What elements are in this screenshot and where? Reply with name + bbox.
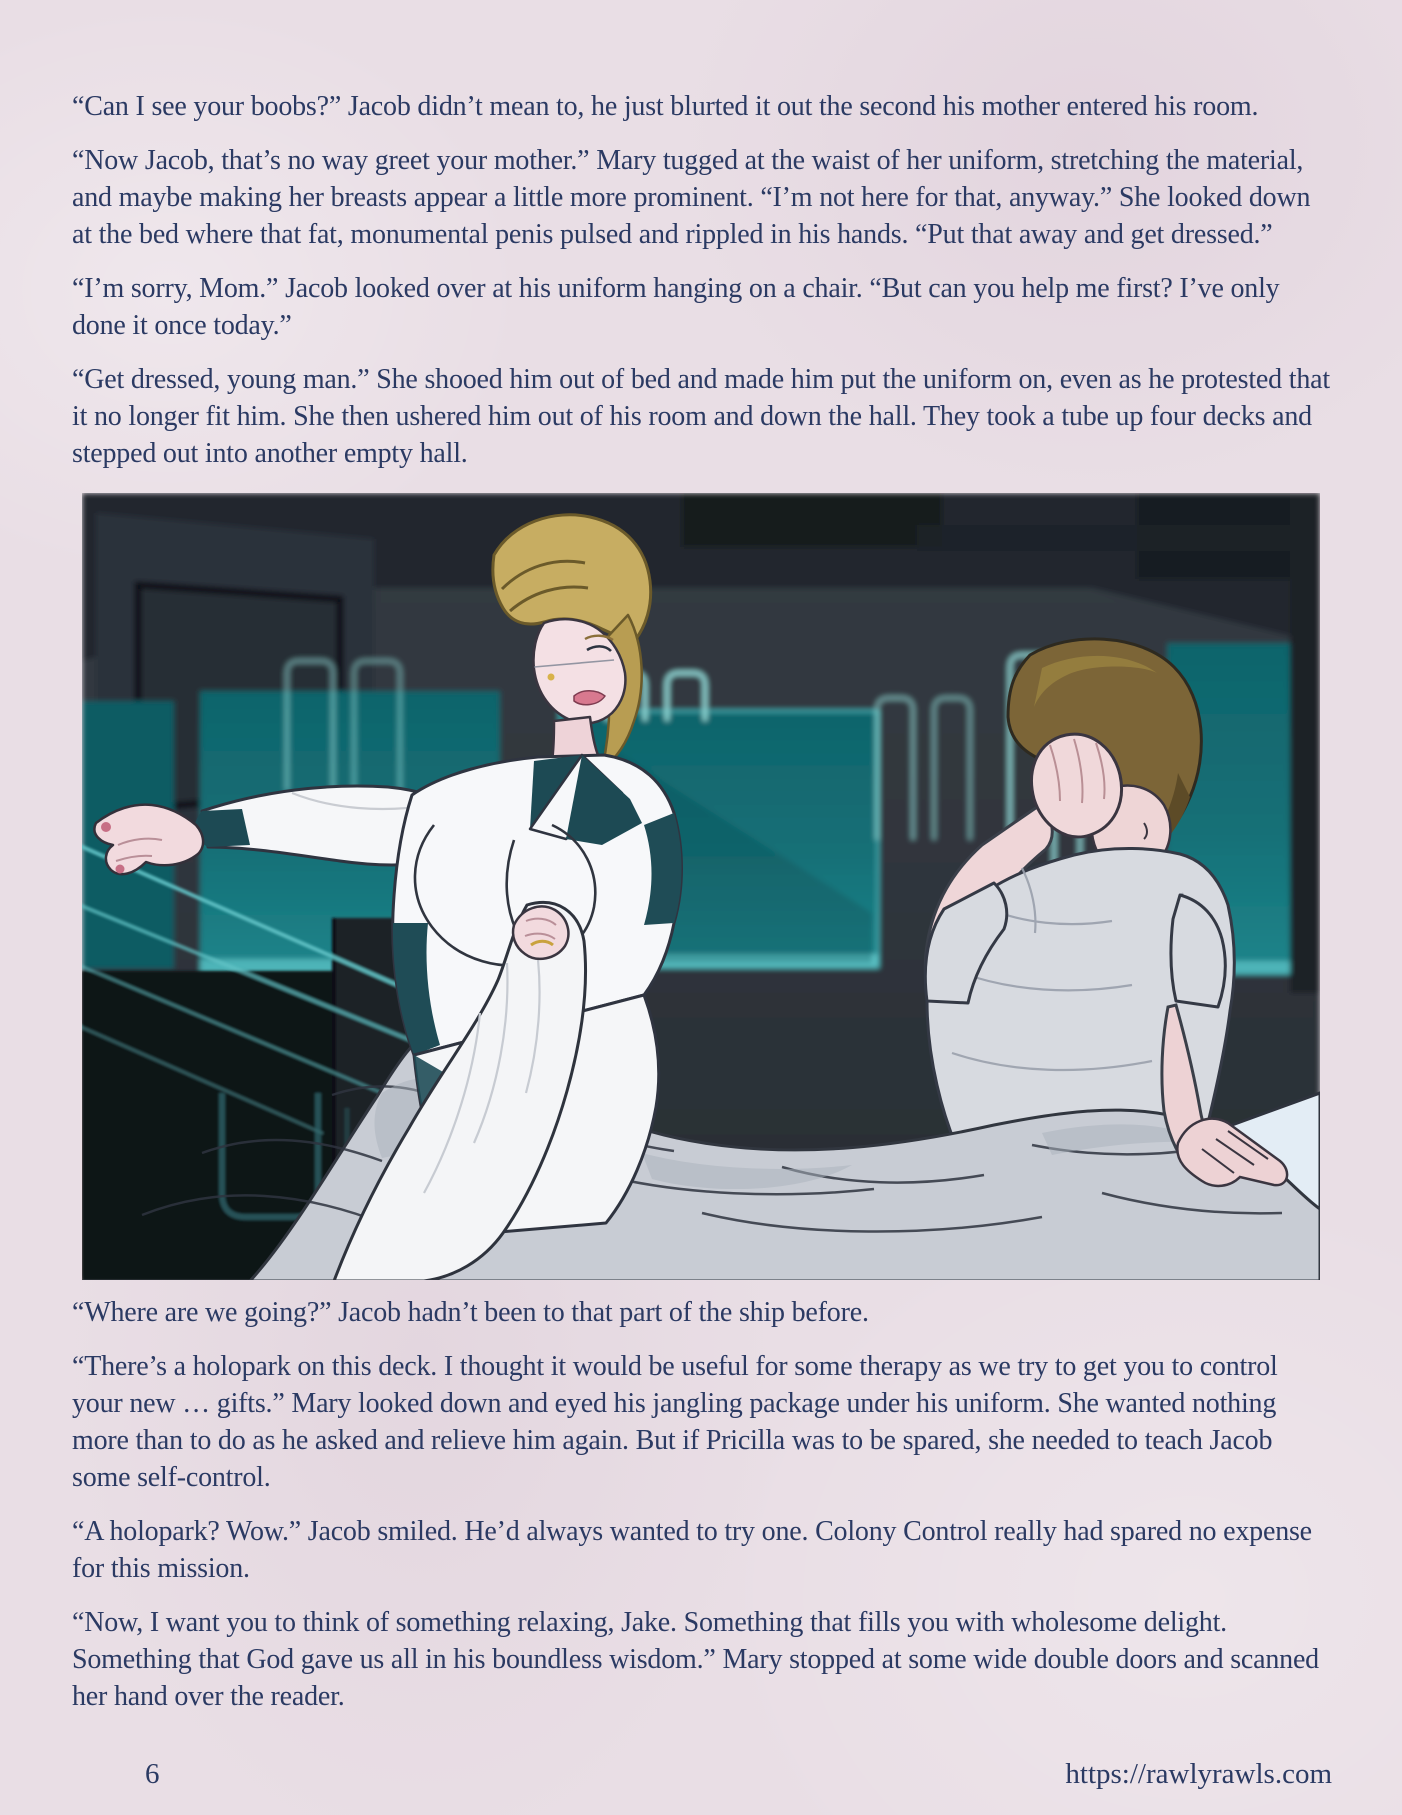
story-paragraph: “Where are we going?” Jacob hadn’t been to that part of the ship before. (72, 1297, 869, 1328)
page-footer (0, 1758, 1402, 1791)
story-paragraph: “I’m sorry, Mom.” Jacob looked over at his uniform hanging on a chair. “But can you help me first? I’ve only done it once today.” (72, 273, 1280, 341)
story-text-bottom (0, 1294, 1402, 1715)
site-url[interactable]: https://rawlyrawls.com (1065, 1758, 1332, 1790)
story-paragraph: “Can I see your boobs?” Jacob didn’t mean to, he just blurted it out the second his mother entered his room. (72, 91, 1259, 122)
story-paragraph: “Now, I want you to think of something relaxing, Jake. Something that fills you with wholesome delight. Something that God gave us all in his boundless wisdom.” Mary stopped at some wide double doors and scanned her hand over the reader. (72, 1607, 1319, 1712)
story-paragraph: “Now Jacob, that’s no way greet your mother.” Mary tugged at the waist of her uniform, stretching the material, and maybe making her breasts appear a little more prominent. “I’m not here for that, anyway.” She looked down at the bed where that fat, monumental penis pulsed and rippled in his hands. “Put that away and get dressed.” (72, 145, 1311, 250)
story-text-top (0, 0, 1402, 472)
story-paragraph: “There’s a holopark on this deck. I thought it would be useful for some therapy as we try to get you to control your new … gifts.” Mary looked down and eyed his jangling package under his uniform. She wanted nothing more than to do as he asked and relieve him again. But if Pricilla was to be spared, she needed to teach Jacob some self-control. (72, 1351, 1278, 1493)
story-paragraph: “A holopark? Wow.” Jacob smiled. He’d always wanted to try one. Colony Control really had spared no expense for this mission. (72, 1516, 1312, 1584)
page-number: 6 (145, 1758, 160, 1790)
story-paragraph: “Get dressed, young man.” She shooed him out of bed and made him put the uniform on, even as he protested that it no longer fit him. She then ushered him out of his room and down the hall. They took a tube up four decks and stepped out into another empty hall. (72, 364, 1330, 469)
story-illustration (82, 493, 1320, 1280)
illustration-canvas (82, 493, 1320, 1280)
